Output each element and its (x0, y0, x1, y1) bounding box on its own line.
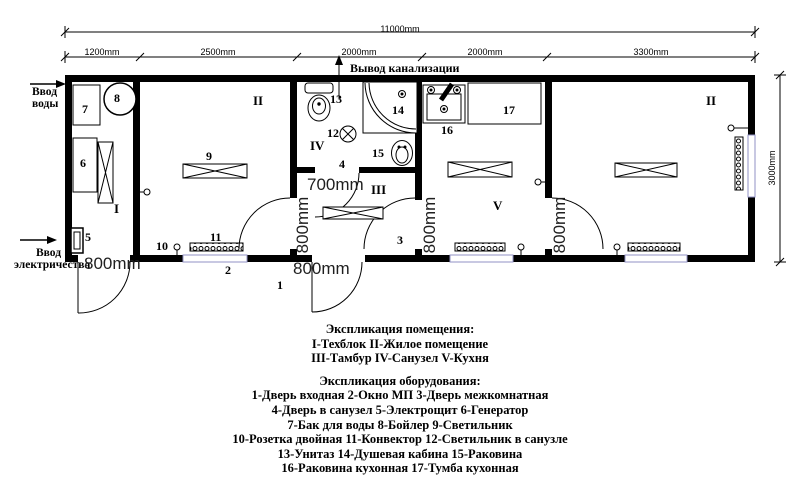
room-label-kitchen: V (493, 198, 503, 213)
electric-panel-symbol (71, 228, 83, 253)
boiler-symbol (104, 83, 136, 115)
outlet-kitchen-wall (535, 179, 545, 185)
dim-segment-3: 2000mm (341, 47, 377, 57)
door-size-room2-right: 800mm (550, 196, 569, 254)
equip-number-12: 12 (327, 126, 339, 140)
legend-rooms-line: III-Тамбур IV-Санузел V-Кухня (311, 351, 489, 366)
kitchen-sink-symbol (423, 84, 465, 123)
electricity-inlet-arrow (20, 236, 57, 244)
light-room3 (323, 207, 383, 219)
door-size-tech: 800mm (84, 254, 141, 273)
bathroom-sink-symbol (392, 141, 413, 166)
convector-room2-right-side (735, 137, 743, 190)
light-tech-room (98, 142, 113, 203)
equip-number-4: 4 (339, 157, 345, 171)
outlet-kitchen-bottom (518, 244, 524, 255)
legend-rooms-line: I-Техблок II-Жилое помещение (311, 336, 489, 351)
light-bathroom (340, 126, 356, 142)
light-room2-right (615, 163, 677, 177)
window-room2-right-side (748, 135, 755, 197)
window-room2-right-bottom (625, 255, 687, 262)
equip-number-10: 10 (156, 239, 168, 253)
room-label-living-left: II (253, 93, 264, 108)
equip-number-14: 14 (392, 103, 404, 117)
door-size-wc: 700mm (307, 175, 364, 194)
equip-number-2: 2 (225, 263, 231, 277)
equip-number-3: 3 (397, 233, 403, 247)
legend-equipment-line: 10-Розетка двойная 11-Конвектор 12-Светильник в санузле (232, 432, 568, 447)
sewage-outlet-label: Вывод канализации (350, 61, 460, 75)
dim-height: 3000mm (767, 150, 777, 186)
equip-number-8: 8 (114, 91, 120, 105)
door-size-entry: 800mm (293, 259, 350, 278)
shower-cabin-symbol (363, 82, 417, 133)
door-room2-left (239, 198, 290, 249)
window-room2-left (183, 255, 247, 262)
dim-segment-5: 3300mm (633, 47, 669, 57)
convector-symbols (190, 137, 743, 251)
equip-number-11: 11 (210, 230, 222, 244)
electricity-inlet-label-2: электричества (14, 259, 91, 271)
equip-number-6: 6 (80, 156, 86, 170)
door-room3-kitchen (364, 198, 415, 249)
equip-number-7: 7 (82, 102, 88, 116)
dim-segment-2: 2500mm (200, 47, 236, 57)
door-size-room2-left: 800mm (293, 196, 312, 254)
dim-overall: 11000mm (380, 24, 420, 34)
door-size-room3: 800mm (420, 196, 439, 254)
room-label-hall: III (371, 182, 387, 197)
window-kitchen (450, 255, 513, 262)
outlet-symbols (140, 125, 748, 255)
room-label-living-right: II (706, 93, 717, 108)
equip-number-17: 17 (503, 103, 515, 117)
room-label-bathroom: IV (310, 138, 325, 153)
legend-equipment-line: 4-Дверь в санузел 5-Электрощит 6-Генератор (271, 402, 529, 417)
light-kitchen (448, 162, 512, 177)
equip-number-1: 1 (277, 278, 283, 292)
convector-room2-right-bottom (628, 243, 680, 251)
water-inlet-label-1: Ввод (32, 86, 58, 98)
outlet-room2-right-bottom (614, 244, 620, 255)
outlet-room2-left-wall (140, 189, 150, 195)
outlet-room2-left-bottom (174, 244, 180, 255)
outlet-room2-right-wall (728, 125, 748, 131)
legend-equipment-line: 1-Дверь входная 2-Окно МП 3-Дверь межкомнатная (251, 388, 549, 403)
equip-number-9: 9 (206, 149, 212, 163)
legend-equipment-line: 16-Раковина кухонная 17-Тумба кухонная (281, 461, 519, 476)
equip-number-15: 15 (372, 146, 384, 160)
room-label-tech: I (114, 201, 120, 216)
legend-block (0, 322, 800, 476)
dim-segment-1: 1200mm (84, 47, 120, 57)
equip-number-16: 16 (441, 123, 453, 137)
equip-number-13: 13 (330, 92, 342, 106)
electricity-inlet-label-1: Ввод (36, 247, 62, 259)
equip-number-5: 5 (85, 230, 91, 244)
legend-rooms-title: Экспликация помещения: (325, 322, 475, 336)
legend-equipment-line: 7-Бак для воды 8-Бойлер 9-Светильник (287, 417, 513, 432)
convector-kitchen (455, 243, 505, 251)
toilet-symbol (305, 83, 333, 121)
legend-equipment-title: Экспликация оборудования: (319, 373, 481, 388)
water-inlet-label-2: воды (32, 98, 59, 110)
legend-equipment-line: 13-Унитаз 14-Душевая кабина 15-Раковина (277, 446, 523, 461)
light-room2-left (183, 164, 247, 178)
dim-segment-4: 2000mm (467, 47, 503, 57)
